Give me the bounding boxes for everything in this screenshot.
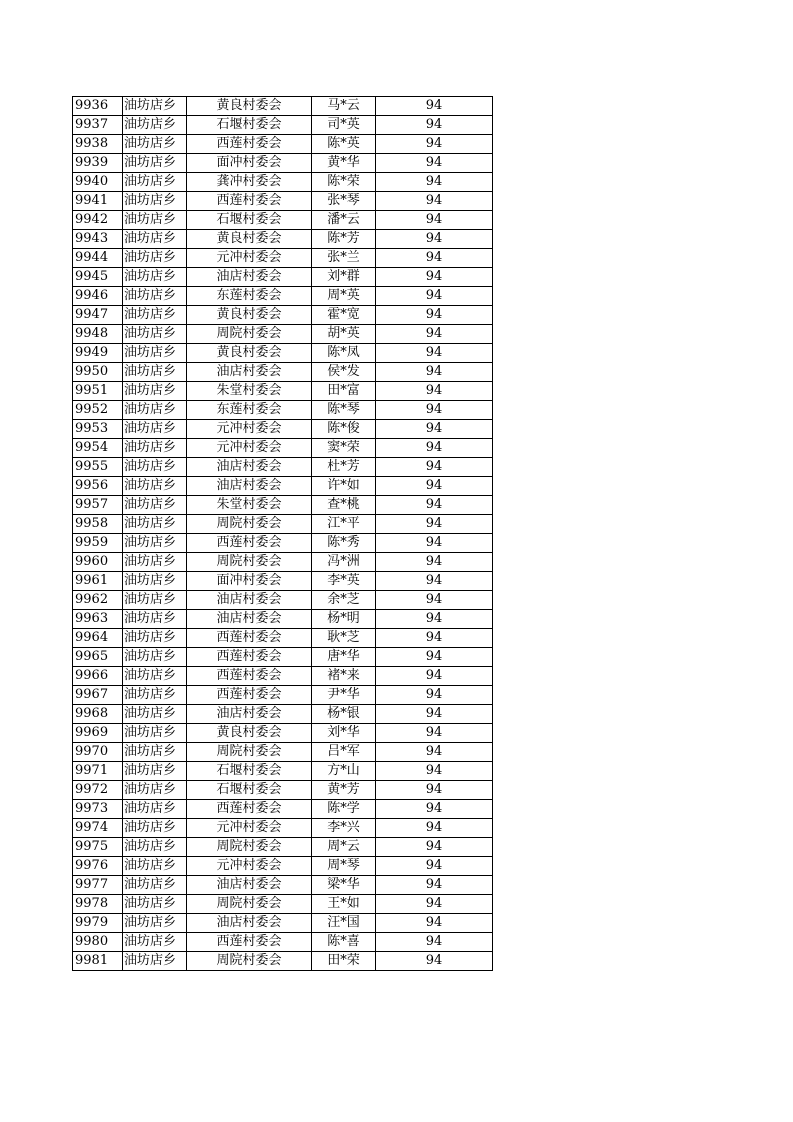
row-number-cell: 9957 <box>73 496 123 515</box>
person-name-cell: 刘*华 <box>312 724 376 743</box>
table-row <box>73 572 493 591</box>
score-cell: 94 <box>376 420 493 439</box>
row-number-cell: 9971 <box>73 762 123 781</box>
score-cell: 94 <box>376 705 493 724</box>
row-number-cell: 9936 <box>73 97 123 116</box>
village-committee-cell: 元冲村委会 <box>187 439 312 458</box>
village-committee-cell: 朱堂村委会 <box>187 382 312 401</box>
village-committee-cell: 黄良村委会 <box>187 306 312 325</box>
village-committee-cell: 元冲村委会 <box>187 857 312 876</box>
person-name-cell: 陈*凤 <box>312 344 376 363</box>
table-row <box>73 952 493 971</box>
person-name-cell: 陈*荣 <box>312 173 376 192</box>
person-name-cell: 胡*英 <box>312 325 376 344</box>
table-row <box>73 363 493 382</box>
table-row <box>73 591 493 610</box>
person-name-cell: 司*英 <box>312 116 376 135</box>
score-cell: 94 <box>376 496 493 515</box>
township-cell: 油坊店乡 <box>123 135 187 154</box>
score-cell: 94 <box>376 192 493 211</box>
person-name-cell: 陈*俊 <box>312 420 376 439</box>
row-number-cell: 9967 <box>73 686 123 705</box>
row-number-cell: 9948 <box>73 325 123 344</box>
score-cell: 94 <box>376 173 493 192</box>
person-name-cell: 潘*云 <box>312 211 376 230</box>
score-cell: 94 <box>376 211 493 230</box>
township-cell: 油坊店乡 <box>123 401 187 420</box>
row-number-cell: 9981 <box>73 952 123 971</box>
person-name-cell: 方*山 <box>312 762 376 781</box>
score-cell: 94 <box>376 933 493 952</box>
village-committee-cell: 周院村委会 <box>187 515 312 534</box>
village-committee-cell: 西莲村委会 <box>187 800 312 819</box>
township-cell: 油坊店乡 <box>123 420 187 439</box>
person-name-cell: 黄*芳 <box>312 781 376 800</box>
township-cell: 油坊店乡 <box>123 344 187 363</box>
village-committee-cell: 油店村委会 <box>187 477 312 496</box>
person-name-cell: 刘*群 <box>312 268 376 287</box>
score-cell: 94 <box>376 952 493 971</box>
table-row <box>73 439 493 458</box>
township-cell: 油坊店乡 <box>123 230 187 249</box>
person-name-cell: 江*平 <box>312 515 376 534</box>
table-row <box>73 876 493 895</box>
village-committee-cell: 油店村委会 <box>187 876 312 895</box>
village-committee-cell: 油店村委会 <box>187 705 312 724</box>
table-row <box>73 914 493 933</box>
row-number-cell: 9937 <box>73 116 123 135</box>
township-cell: 油坊店乡 <box>123 610 187 629</box>
village-committee-cell: 油店村委会 <box>187 458 312 477</box>
row-number-cell: 9953 <box>73 420 123 439</box>
row-number-cell: 9950 <box>73 363 123 382</box>
score-cell: 94 <box>376 344 493 363</box>
village-committee-cell: 油店村委会 <box>187 591 312 610</box>
township-cell: 油坊店乡 <box>123 458 187 477</box>
row-number-cell: 9976 <box>73 857 123 876</box>
township-cell: 油坊店乡 <box>123 952 187 971</box>
table-row <box>73 192 493 211</box>
row-number-cell: 9965 <box>73 648 123 667</box>
table-row <box>73 895 493 914</box>
row-number-cell: 9954 <box>73 439 123 458</box>
village-committee-cell: 西莲村委会 <box>187 686 312 705</box>
township-cell: 油坊店乡 <box>123 648 187 667</box>
village-committee-cell: 石堰村委会 <box>187 781 312 800</box>
row-number-cell: 9969 <box>73 724 123 743</box>
table-row <box>73 382 493 401</box>
score-cell: 94 <box>376 477 493 496</box>
score-cell: 94 <box>376 743 493 762</box>
village-committee-cell: 西莲村委会 <box>187 648 312 667</box>
township-cell: 油坊店乡 <box>123 306 187 325</box>
person-name-cell: 杜*芳 <box>312 458 376 477</box>
person-name-cell: 周*英 <box>312 287 376 306</box>
township-cell: 油坊店乡 <box>123 743 187 762</box>
township-cell: 油坊店乡 <box>123 496 187 515</box>
person-name-cell: 黄*华 <box>312 154 376 173</box>
township-cell: 油坊店乡 <box>123 762 187 781</box>
score-cell: 94 <box>376 306 493 325</box>
person-name-cell: 霍*宽 <box>312 306 376 325</box>
table-row <box>73 743 493 762</box>
row-number-cell: 9974 <box>73 819 123 838</box>
score-cell: 94 <box>376 895 493 914</box>
village-committee-cell: 油店村委会 <box>187 914 312 933</box>
score-cell: 94 <box>376 287 493 306</box>
table-row <box>73 325 493 344</box>
table-row <box>73 173 493 192</box>
person-name-cell: 吕*军 <box>312 743 376 762</box>
row-number-cell: 9944 <box>73 249 123 268</box>
person-name-cell: 耿*芝 <box>312 629 376 648</box>
village-committee-cell: 元冲村委会 <box>187 249 312 268</box>
table-row <box>73 116 493 135</box>
township-cell: 油坊店乡 <box>123 515 187 534</box>
row-number-cell: 9966 <box>73 667 123 686</box>
person-name-cell: 田*富 <box>312 382 376 401</box>
person-name-cell: 尹*华 <box>312 686 376 705</box>
person-name-cell: 田*荣 <box>312 952 376 971</box>
township-cell: 油坊店乡 <box>123 914 187 933</box>
score-cell: 94 <box>376 591 493 610</box>
township-cell: 油坊店乡 <box>123 382 187 401</box>
score-cell: 94 <box>376 724 493 743</box>
table-row <box>73 781 493 800</box>
row-number-cell: 9975 <box>73 838 123 857</box>
table-row <box>73 344 493 363</box>
row-number-cell: 9952 <box>73 401 123 420</box>
township-cell: 油坊店乡 <box>123 781 187 800</box>
township-cell: 油坊店乡 <box>123 249 187 268</box>
township-cell: 油坊店乡 <box>123 192 187 211</box>
row-number-cell: 9977 <box>73 876 123 895</box>
row-number-cell: 9939 <box>73 154 123 173</box>
township-cell: 油坊店乡 <box>123 591 187 610</box>
table-row <box>73 211 493 230</box>
row-number-cell: 9978 <box>73 895 123 914</box>
table-row <box>73 496 493 515</box>
score-cell: 94 <box>376 667 493 686</box>
score-cell: 94 <box>376 857 493 876</box>
row-number-cell: 9945 <box>73 268 123 287</box>
village-committee-cell: 石堰村委会 <box>187 211 312 230</box>
table-row <box>73 857 493 876</box>
person-name-cell: 陈*琴 <box>312 401 376 420</box>
village-committee-cell: 周院村委会 <box>187 838 312 857</box>
person-name-cell: 陈*喜 <box>312 933 376 952</box>
score-cell: 94 <box>376 553 493 572</box>
row-number-cell: 9951 <box>73 382 123 401</box>
score-cell: 94 <box>376 629 493 648</box>
person-name-cell: 陈*秀 <box>312 534 376 553</box>
person-name-cell: 梁*华 <box>312 876 376 895</box>
person-name-cell: 陈*芳 <box>312 230 376 249</box>
table-row <box>73 420 493 439</box>
township-cell: 油坊店乡 <box>123 97 187 116</box>
score-cell: 94 <box>376 135 493 154</box>
person-name-cell: 唐*华 <box>312 648 376 667</box>
score-cell: 94 <box>376 876 493 895</box>
person-name-cell: 李*英 <box>312 572 376 591</box>
township-cell: 油坊店乡 <box>123 325 187 344</box>
table-row <box>73 154 493 173</box>
village-committee-cell: 西莲村委会 <box>187 192 312 211</box>
person-name-cell: 杨*银 <box>312 705 376 724</box>
table-row <box>73 648 493 667</box>
person-name-cell: 侯*发 <box>312 363 376 382</box>
row-number-cell: 9938 <box>73 135 123 154</box>
table-row <box>73 306 493 325</box>
table-row <box>73 97 493 116</box>
township-cell: 油坊店乡 <box>123 116 187 135</box>
township-cell: 油坊店乡 <box>123 553 187 572</box>
township-cell: 油坊店乡 <box>123 439 187 458</box>
table-row <box>73 705 493 724</box>
row-number-cell: 9940 <box>73 173 123 192</box>
table-row <box>73 667 493 686</box>
score-cell: 94 <box>376 686 493 705</box>
person-name-cell: 张*兰 <box>312 249 376 268</box>
person-name-cell: 汪*国 <box>312 914 376 933</box>
score-cell: 94 <box>376 458 493 477</box>
person-name-cell: 窦*荣 <box>312 439 376 458</box>
village-committee-cell: 黄良村委会 <box>187 230 312 249</box>
township-cell: 油坊店乡 <box>123 173 187 192</box>
score-cell: 94 <box>376 800 493 819</box>
village-committee-cell: 周院村委会 <box>187 952 312 971</box>
township-cell: 油坊店乡 <box>123 705 187 724</box>
score-cell: 94 <box>376 401 493 420</box>
score-cell: 94 <box>376 515 493 534</box>
row-number-cell: 9979 <box>73 914 123 933</box>
village-committee-cell: 东莲村委会 <box>187 287 312 306</box>
township-cell: 油坊店乡 <box>123 667 187 686</box>
score-cell: 94 <box>376 439 493 458</box>
village-committee-cell: 西莲村委会 <box>187 629 312 648</box>
person-name-cell: 陈*英 <box>312 135 376 154</box>
score-cell: 94 <box>376 572 493 591</box>
village-committee-cell: 周院村委会 <box>187 553 312 572</box>
village-committee-cell: 周院村委会 <box>187 895 312 914</box>
village-committee-cell: 黄良村委会 <box>187 344 312 363</box>
village-committee-cell: 石堰村委会 <box>187 116 312 135</box>
score-cell: 94 <box>376 762 493 781</box>
village-committee-cell: 黄良村委会 <box>187 97 312 116</box>
row-number-cell: 9972 <box>73 781 123 800</box>
row-number-cell: 9960 <box>73 553 123 572</box>
table-row <box>73 458 493 477</box>
person-name-cell: 余*芝 <box>312 591 376 610</box>
township-cell: 油坊店乡 <box>123 534 187 553</box>
row-number-cell: 9970 <box>73 743 123 762</box>
table-row <box>73 686 493 705</box>
village-committee-cell: 东莲村委会 <box>187 401 312 420</box>
village-committee-cell: 西莲村委会 <box>187 534 312 553</box>
row-number-cell: 9941 <box>73 192 123 211</box>
table-row <box>73 249 493 268</box>
table-row <box>73 534 493 553</box>
score-cell: 94 <box>376 249 493 268</box>
table-row <box>73 610 493 629</box>
score-cell: 94 <box>376 914 493 933</box>
village-committee-cell: 石堰村委会 <box>187 762 312 781</box>
person-name-cell: 李*兴 <box>312 819 376 838</box>
person-name-cell: 周*琴 <box>312 857 376 876</box>
village-committee-cell: 西莲村委会 <box>187 667 312 686</box>
township-cell: 油坊店乡 <box>123 154 187 173</box>
row-number-cell: 9958 <box>73 515 123 534</box>
village-committee-cell: 元冲村委会 <box>187 819 312 838</box>
row-number-cell: 9955 <box>73 458 123 477</box>
roster-table <box>72 96 493 971</box>
township-cell: 油坊店乡 <box>123 211 187 230</box>
score-cell: 94 <box>376 838 493 857</box>
table-row <box>73 287 493 306</box>
table-row <box>73 477 493 496</box>
township-cell: 油坊店乡 <box>123 857 187 876</box>
score-cell: 94 <box>376 268 493 287</box>
village-committee-cell: 周院村委会 <box>187 325 312 344</box>
table-row <box>73 135 493 154</box>
village-committee-cell: 油店村委会 <box>187 610 312 629</box>
score-cell: 94 <box>376 154 493 173</box>
township-cell: 油坊店乡 <box>123 287 187 306</box>
row-number-cell: 9961 <box>73 572 123 591</box>
score-cell: 94 <box>376 781 493 800</box>
township-cell: 油坊店乡 <box>123 895 187 914</box>
village-committee-cell: 面冲村委会 <box>187 154 312 173</box>
village-committee-cell: 面冲村委会 <box>187 572 312 591</box>
score-cell: 94 <box>376 382 493 401</box>
score-cell: 94 <box>376 610 493 629</box>
township-cell: 油坊店乡 <box>123 686 187 705</box>
township-cell: 油坊店乡 <box>123 819 187 838</box>
score-cell: 94 <box>376 819 493 838</box>
person-name-cell: 褚*来 <box>312 667 376 686</box>
village-committee-cell: 朱堂村委会 <box>187 496 312 515</box>
score-cell: 94 <box>376 97 493 116</box>
township-cell: 油坊店乡 <box>123 933 187 952</box>
score-cell: 94 <box>376 325 493 344</box>
row-number-cell: 9949 <box>73 344 123 363</box>
village-committee-cell: 西莲村委会 <box>187 933 312 952</box>
roster-table-body <box>73 97 493 971</box>
person-name-cell: 杨*明 <box>312 610 376 629</box>
village-committee-cell: 黄良村委会 <box>187 724 312 743</box>
village-committee-cell: 油店村委会 <box>187 363 312 382</box>
table-row <box>73 268 493 287</box>
table-row <box>73 629 493 648</box>
row-number-cell: 9973 <box>73 800 123 819</box>
table-row <box>73 401 493 420</box>
table-row <box>73 230 493 249</box>
score-cell: 94 <box>376 534 493 553</box>
township-cell: 油坊店乡 <box>123 724 187 743</box>
table-row <box>73 933 493 952</box>
township-cell: 油坊店乡 <box>123 572 187 591</box>
table-row <box>73 819 493 838</box>
row-number-cell: 9942 <box>73 211 123 230</box>
table-row <box>73 838 493 857</box>
row-number-cell: 9946 <box>73 287 123 306</box>
township-cell: 油坊店乡 <box>123 876 187 895</box>
row-number-cell: 9959 <box>73 534 123 553</box>
row-number-cell: 9956 <box>73 477 123 496</box>
score-cell: 94 <box>376 363 493 382</box>
table-row <box>73 515 493 534</box>
person-name-cell: 王*如 <box>312 895 376 914</box>
table-row <box>73 553 493 572</box>
table-row <box>73 762 493 781</box>
row-number-cell: 9962 <box>73 591 123 610</box>
row-number-cell: 9964 <box>73 629 123 648</box>
row-number-cell: 9968 <box>73 705 123 724</box>
score-cell: 94 <box>376 230 493 249</box>
row-number-cell: 9963 <box>73 610 123 629</box>
row-number-cell: 9947 <box>73 306 123 325</box>
person-name-cell: 周*云 <box>312 838 376 857</box>
score-cell: 94 <box>376 116 493 135</box>
score-cell: 94 <box>376 648 493 667</box>
township-cell: 油坊店乡 <box>123 477 187 496</box>
person-name-cell: 马*云 <box>312 97 376 116</box>
village-committee-cell: 元冲村委会 <box>187 420 312 439</box>
village-committee-cell: 油店村委会 <box>187 268 312 287</box>
row-number-cell: 9943 <box>73 230 123 249</box>
village-committee-cell: 龚冲村委会 <box>187 173 312 192</box>
row-number-cell: 9980 <box>73 933 123 952</box>
village-committee-cell: 周院村委会 <box>187 743 312 762</box>
person-name-cell: 陈*学 <box>312 800 376 819</box>
person-name-cell: 张*琴 <box>312 192 376 211</box>
table-row <box>73 724 493 743</box>
township-cell: 油坊店乡 <box>123 363 187 382</box>
table-row <box>73 800 493 819</box>
village-committee-cell: 西莲村委会 <box>187 135 312 154</box>
township-cell: 油坊店乡 <box>123 800 187 819</box>
township-cell: 油坊店乡 <box>123 838 187 857</box>
township-cell: 油坊店乡 <box>123 629 187 648</box>
person-name-cell: 许*如 <box>312 477 376 496</box>
person-name-cell: 冯*洲 <box>312 553 376 572</box>
person-name-cell: 查*桃 <box>312 496 376 515</box>
township-cell: 油坊店乡 <box>123 268 187 287</box>
